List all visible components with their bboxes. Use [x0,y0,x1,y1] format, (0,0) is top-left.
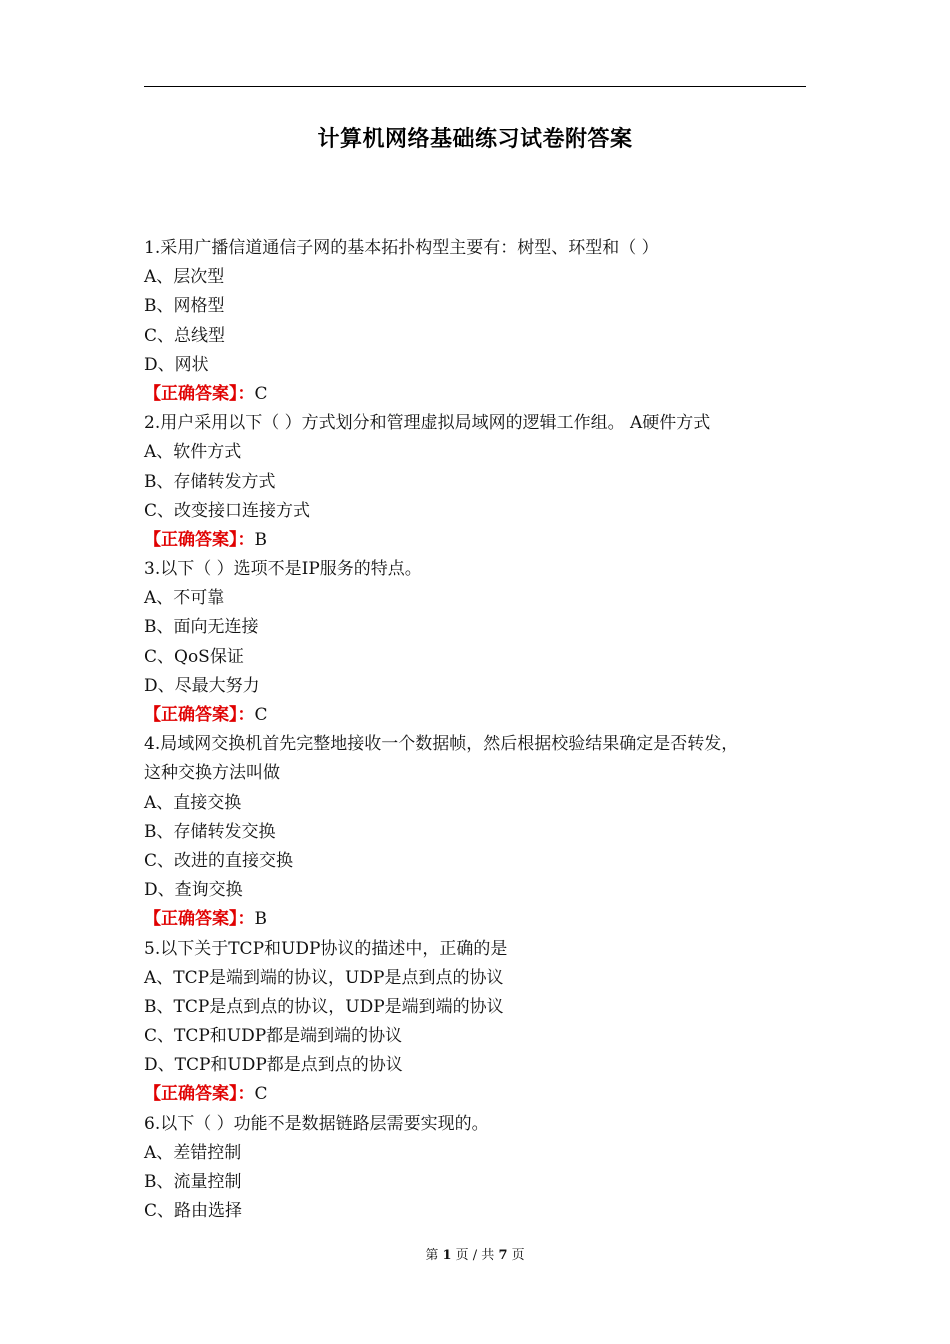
question-text: 5.以下关于TCP和UDP协议的描述中，正确的是 [144,938,508,959]
answer-value: C [254,705,268,725]
question-text: 6.以下（ ）功能不是数据链路层需要实现的。 [144,1113,489,1134]
option-text: B、存储转发方式 [144,471,276,492]
answer-line [144,526,814,555]
header-rule [144,86,806,87]
option-text: A、直接交换 [144,792,242,813]
page-footer [0,1244,950,1263]
question-text: 2.用户采用以下（ ）方式划分和管理虚拟局域网的逻辑工作组。 A硬件方式 [144,413,711,434]
answer-value: B [254,909,267,930]
footer-suffix: 页 [507,1248,525,1263]
option-text: A、TCP是端到端的协议，UDP是点到点的协议 [144,967,504,988]
option-text: B、网格型 [144,296,225,317]
footer-page-number: 1 [442,1248,452,1263]
answer-label: 【正确答案】： [144,1084,255,1105]
option-text: A、软件方式 [144,442,242,463]
answer-value: C [254,1084,268,1105]
option-text: C、改变接口连接方式 [144,500,311,521]
option-text: C、路由选择 [144,1201,243,1222]
option-text: C、总线型 [144,325,226,346]
option-text: B、流量控制 [144,1172,242,1192]
footer-prefix: 第 [425,1248,443,1263]
question-list [144,234,814,1226]
answer-value: C [254,383,268,404]
answer-line [144,1080,814,1109]
option-text: A、不可靠 [144,588,225,609]
option-text: D、TCP和UDP都是点到点的协议 [144,1055,403,1076]
answer-line [144,701,814,730]
question-text: 4.局域网交换机首先完整地接收一个数据帧，然后根据校验结果确定是否转发， [144,734,739,755]
option-text: D、尽最大努力 [144,675,260,696]
option-text: B、存储转发交换 [144,821,276,842]
option-text: B、TCP是点到点的协议，UDP是端到端的协议 [144,996,504,1017]
option-text: C、改进的直接交换 [144,850,294,871]
option-text: B、面向无连接 [144,617,259,638]
answer-label: 【正确答案】： [144,705,255,725]
answer-value: B [254,529,267,550]
option-text: C、TCP和UDP都是端到端的协议 [144,1026,403,1047]
option-text: A、差错控制 [144,1142,242,1163]
answer-label: 【正确答案】： [144,529,255,550]
question-text: 这种交换方法叫做 [144,763,280,784]
answer-line [144,380,814,409]
option-text: D、网状 [144,354,209,375]
answer-line [144,905,814,934]
page-title: 计算机网络基础练习试卷附答案 [317,127,633,152]
option-text: A、层次型 [144,267,225,288]
footer-total-pages: 7 [498,1248,508,1263]
option-text: C、QoS保证 [144,646,244,667]
answer-label: 【正确答案】： [144,383,255,404]
question-text: 1.采用广播信道通信子网的基本拓扑构型主要有：树型、环型和（ ） [144,238,659,258]
question-text: 3.以下（ ）选项不是IP服务的特点。 [144,559,422,580]
footer-middle: 页 / 共 [451,1248,499,1263]
option-text: D、查询交换 [144,880,243,901]
answer-label: 【正确答案】： [144,909,255,930]
